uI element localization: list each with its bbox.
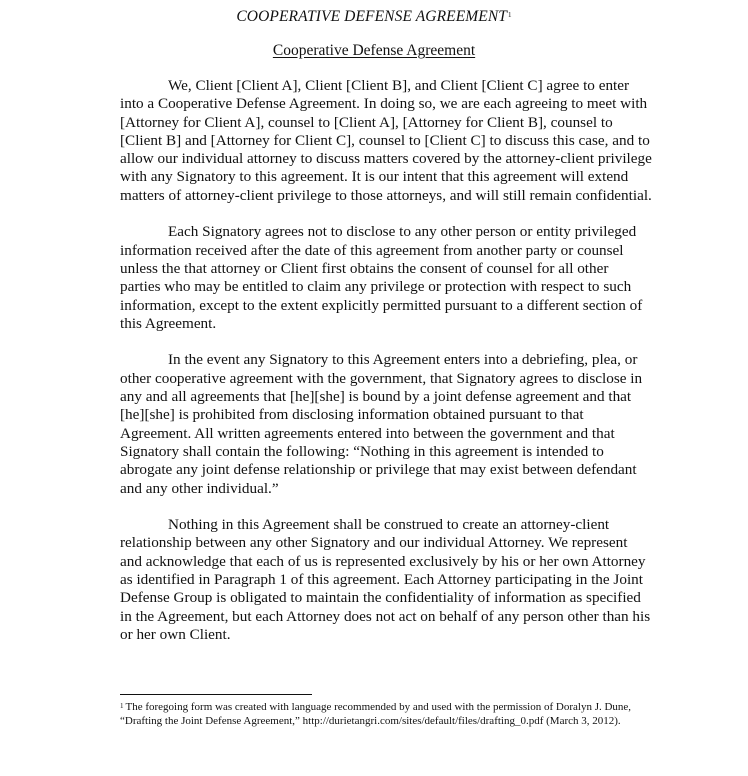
- footnote-divider: [120, 694, 312, 695]
- paragraph-1: We, Client [Client A], Client [Client B], and Client [Client C] agree to enter into a Cooperative Defense Agreement. In doing so, we are each agreeing to meet with [Attorney for Client A], counsel to [Client A], [Attorney for Client B], counsel to [Client B] and [Attorney for Client C], counsel to [Client C] to discuss this case, and to allow our individual attorney to discuss matters covered by the attorney-client privilege with any Signatory to this agreement. It is our intent that this agreement will extend matters of attorney-client privilege to those attorneys, and will still remain confidential.: [120, 77, 652, 204]
- footnote-marker: 1: [120, 702, 124, 710]
- header-footnote-marker: 1: [508, 11, 512, 19]
- header-title-text: COOPERATIVE DEFENSE AGREEMENT: [236, 8, 508, 25]
- document-body: [120, 77, 652, 663]
- footnote-text: The foregoing form was created with language recommended by and used with the permission of Doralyn J. Dune, “Drafting the Joint Defense Agreement,” http://durietangri.com/sites/default/files/drafting_0.pdf (March 3, 2012).: [120, 701, 632, 727]
- document-subtitle: Cooperative Defense Agreement: [272, 42, 476, 59]
- footnote: [120, 700, 660, 728]
- paragraph-3: In the event any Signatory to this Agreement enters into a debriefing, plea, or other cooperative agreement with the government, that Signatory agrees to disclose in any and all agreements that [he][she] is bound by a joint defense agreement and that [he][she] is prohibited from disclosing information obtained pursuant to that Agreement. All written agreements entered into between the government and that Signatory shall contain the following: “Nothing in this agreement is intended to abrogate any joint defense relationship or privilege that may exist between defendant and any other individual.”: [120, 351, 643, 497]
- paragraph-2: Each Signatory agrees not to disclose to any other person or entity privileged information received after the date of this agreement from another party or counsel unless the that attorney or Client first obtains the consent of counsel for all other parties who may be entitled to claim any privilege or protection with respect to such information, except to the extent explicitly permitted pursuant to a different section of this Agreement.: [120, 223, 643, 332]
- document-header-title: [0, 8, 748, 26]
- paragraph-4: Nothing in this Agreement shall be construed to create an attorney-client relationship between any other Signatory and our individual Attorney. We represent and acknowledge that each of us is represented exclusively by his or her own Attorney as identified in Paragraph 1 of this agreement. Each Attorney participating in the Joint Defense Group is obligated to maintain the confidentiality of information as specified in the Agreement, but each Attorney does not act on behalf of any person other than his or her own Client.: [120, 516, 651, 643]
